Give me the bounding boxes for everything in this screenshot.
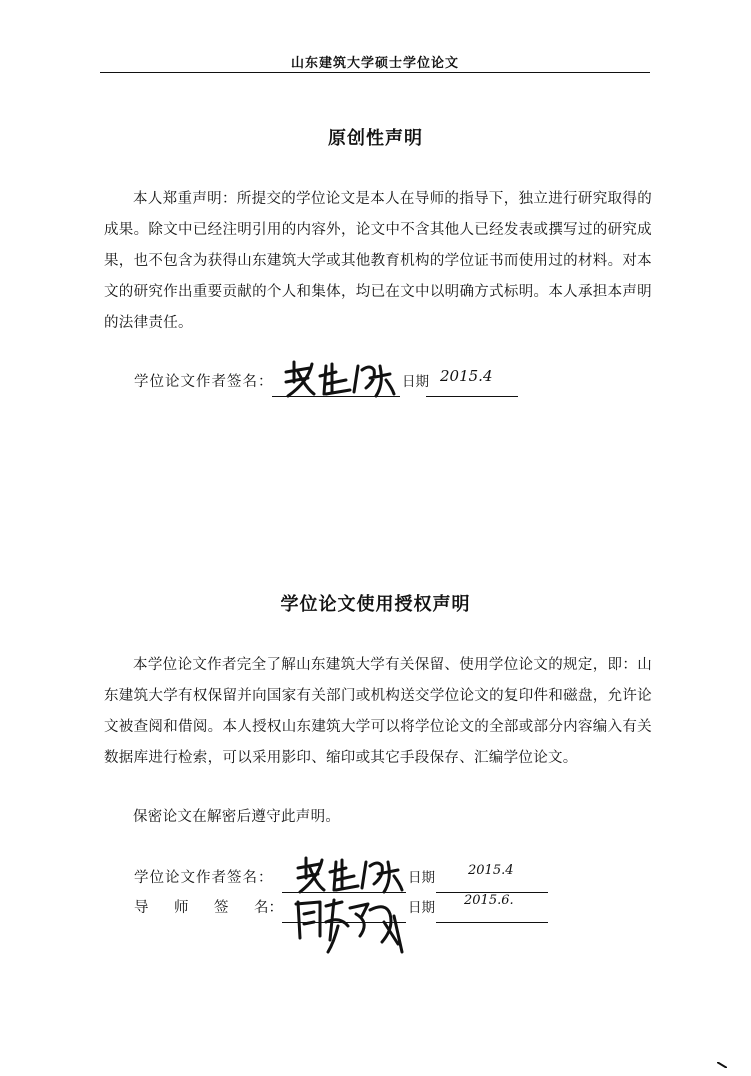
author-signature-image <box>280 358 400 400</box>
advisor-label-char: 导 <box>134 900 149 916</box>
advisor-label-char: 名： <box>254 900 283 916</box>
advisor-date-label: 日期 <box>408 900 435 916</box>
authorization-author-date-value: 2015.4 <box>468 863 514 878</box>
advisor-label-char: 签 <box>214 900 229 916</box>
page-header-title: 山东建筑大学硕士学位论文 <box>290 56 459 71</box>
originality-title: 原创性声明 <box>328 128 423 149</box>
originality-signature-row <box>134 367 524 396</box>
advisor-signature-row <box>134 893 554 922</box>
originality-date-label: 日期 <box>402 374 429 390</box>
authorization-body: 本学位论文作者完全了解山东建筑大学有关保留、使用学位论文的规定，即：山东建筑大学有权保留并向国家有关部门或机构送交学位论文的复印件和磁盘，允许论文被查阅和借阅。本人授权山东建筑大学可以将学位论文的全部或部分内容编入有关数据库进行检索，可以采用影印、缩印或其它手段保存、汇编学位论文。 <box>104 657 652 766</box>
advisor-signature-image <box>290 896 410 958</box>
authorization-author-signature-image <box>292 856 408 896</box>
scan-corner-mark <box>717 1062 727 1068</box>
advisor-signature-label <box>134 896 294 917</box>
author-signature-label: 学位论文作者签名： <box>134 374 274 390</box>
confidential-note: 保密论文在解密后遵守此声明。 <box>133 809 341 825</box>
header-rule <box>100 72 650 73</box>
originality-date-value: 2015.4 <box>440 367 493 385</box>
authorization-author-date-label: 日期 <box>408 870 435 886</box>
authorization-author-signature-row <box>134 863 554 892</box>
authorization-author-label: 学位论文作者签名： <box>134 870 274 886</box>
originality-body: 本人郑重声明：所提交的学位论文是本人在导师的指导下，独立进行研究取得的成果。除文中已经注明引用的内容外，论文中不含其他人已经发表或撰写过的研究成果，也不包含为获得山东建筑大学或其他教育机构的学位证书而使用过的材料。对本文的研究作出重要贡献的个人和集体，均已在文中以明确方式标明。本人承担本声明的法律责任。 <box>104 191 652 331</box>
authorization-title: 学位论文使用授权声明 <box>280 594 471 615</box>
advisor-label-char: 师 <box>174 900 189 916</box>
advisor-date-value: 2015.6. <box>464 893 514 908</box>
